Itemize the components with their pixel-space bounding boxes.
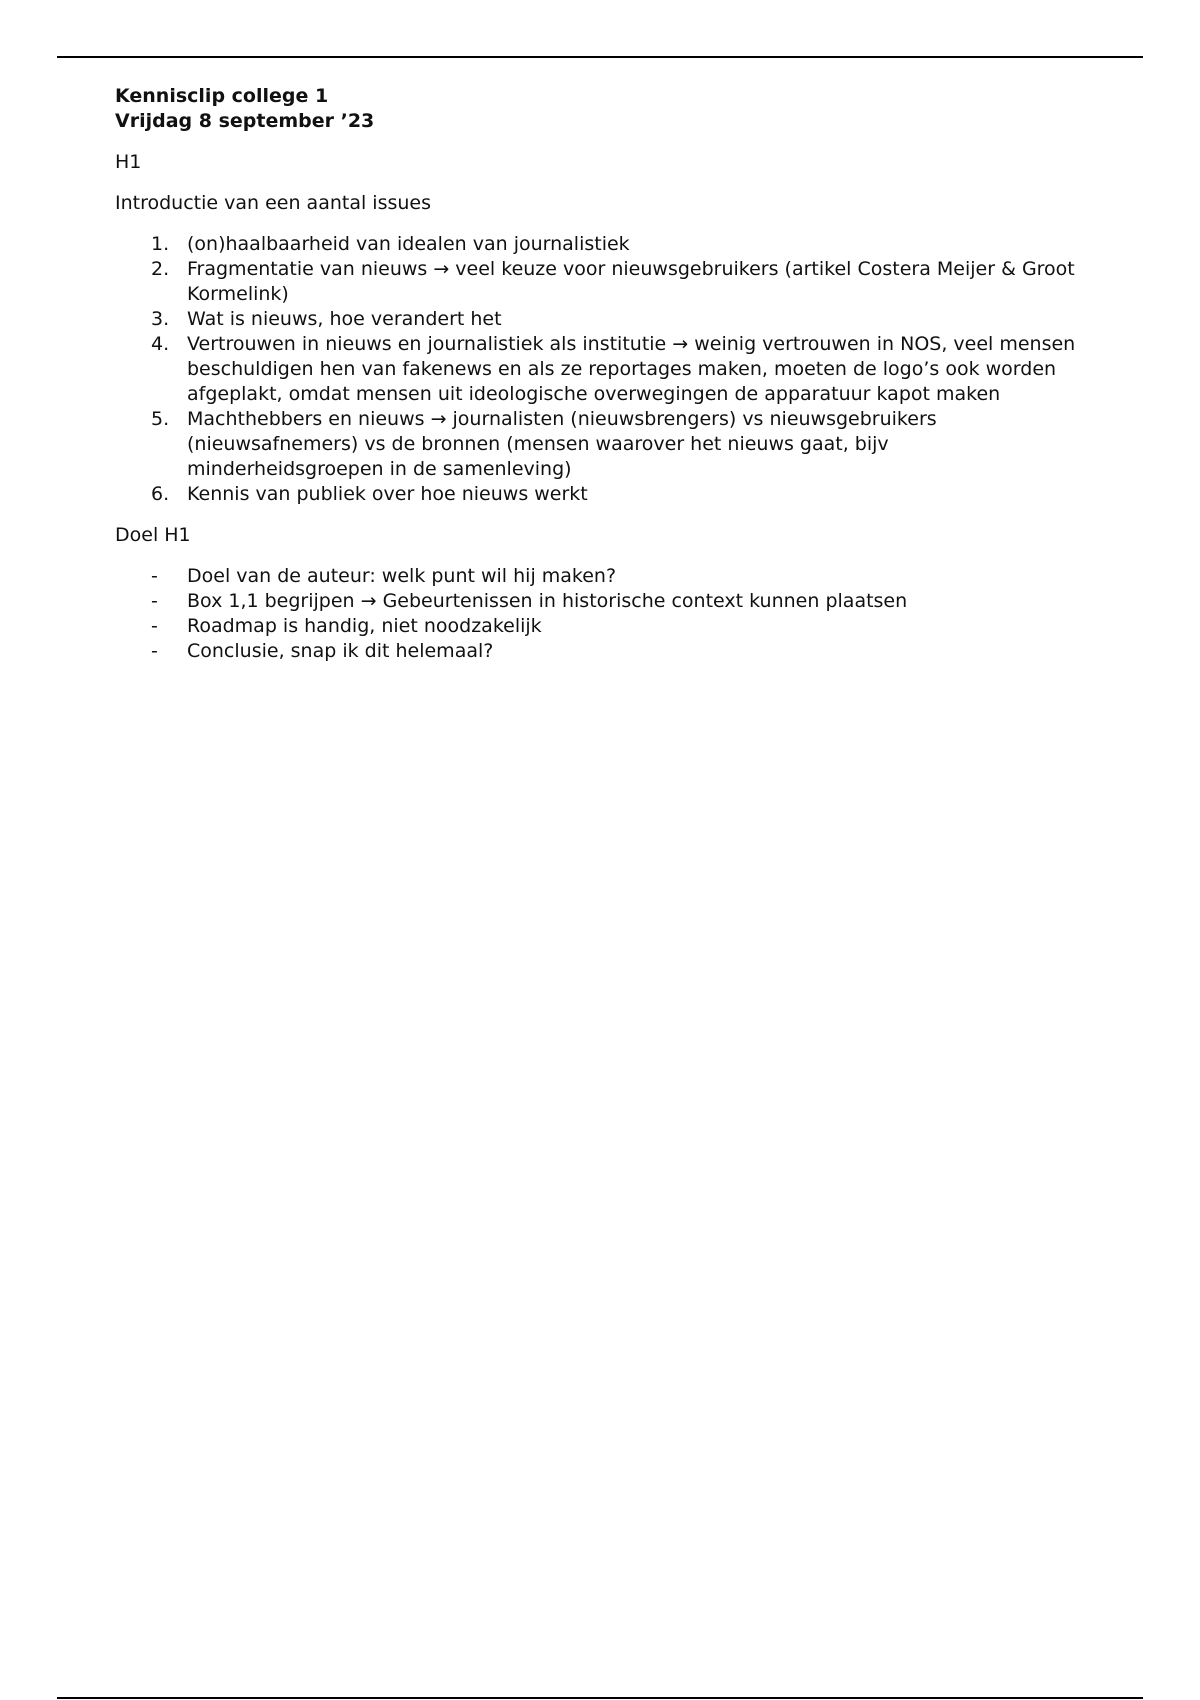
- heading-h1: H1: [115, 151, 142, 173]
- list-item-text: Kennis van publiek over hoe nieuws werkt: [187, 483, 588, 505]
- dash-bullet: -: [151, 565, 158, 587]
- list-number: 1.: [151, 233, 170, 255]
- list-item: [115, 232, 1085, 257]
- document-body: [115, 84, 1085, 664]
- heading-doel-h1: Doel H1: [115, 524, 191, 546]
- document-date: Vrijdag 8 september ’23: [115, 110, 375, 132]
- list-item: [115, 614, 1085, 639]
- list-number: 5.: [151, 408, 170, 430]
- bottom-rule: [57, 1697, 1143, 1699]
- list-item-text: Wat is nieuws, hoe verandert het: [187, 308, 502, 330]
- list-item: [115, 307, 1085, 332]
- list-item-text: Machthebbers en nieuws → journalisten (nieuwsbrengers) vs nieuwsgebruikers (nieuwsafnemers) vs de bronnen (mensen waarover het nieuws gaat, bijv minderheidsgroepen in de samenleving): [187, 408, 937, 480]
- list-item-text: Box 1,1 begrijpen → Gebeurtenissen in historische context kunnen plaatsen: [187, 590, 908, 612]
- list-item: [115, 257, 1085, 307]
- list-item-text: (on)haalbaarheid van idealen van journalistiek: [187, 233, 630, 255]
- dash-bullet: -: [151, 615, 158, 637]
- issues-list: [115, 232, 1085, 507]
- list-item: [115, 564, 1085, 589]
- list-item: [115, 407, 1085, 482]
- list-item-text: Fragmentatie van nieuws → veel keuze voor nieuwsgebruikers (artikel Costera Meijer & Groot Kormelink): [187, 258, 1075, 305]
- list-item-text: Conclusie, snap ik dit helemaal?: [187, 640, 494, 662]
- list-item: [115, 589, 1085, 614]
- list-item-text: Doel van de auteur: welk punt wil hij maken?: [187, 565, 617, 587]
- list-item: [115, 482, 1085, 507]
- dash-bullet: -: [151, 590, 158, 612]
- list-item-text: Roadmap is handig, niet noodzakelijk: [187, 615, 542, 637]
- dash-bullet: -: [151, 640, 158, 662]
- list-number: 2.: [151, 258, 170, 280]
- list-number: 4.: [151, 333, 170, 355]
- goals-list: [115, 564, 1085, 664]
- intro-text: Introductie van een aantal issues: [115, 192, 431, 214]
- list-item: [115, 639, 1085, 664]
- list-number: 6.: [151, 483, 170, 505]
- document-title: Kennisclip college 1: [115, 85, 329, 107]
- list-number: 3.: [151, 308, 170, 330]
- list-item: [115, 332, 1085, 407]
- list-item-text: Vertrouwen in nieuws en journalistiek als institutie → weinig vertrouwen in NOS, veel mensen beschuldigen hen van fakenews en als ze reportages maken, moeten de logo’s ook worden afgeplakt, omdat mensen uit ideologische overwegingen de apparatuur kapot maken: [187, 333, 1076, 405]
- top-rule: [57, 56, 1143, 58]
